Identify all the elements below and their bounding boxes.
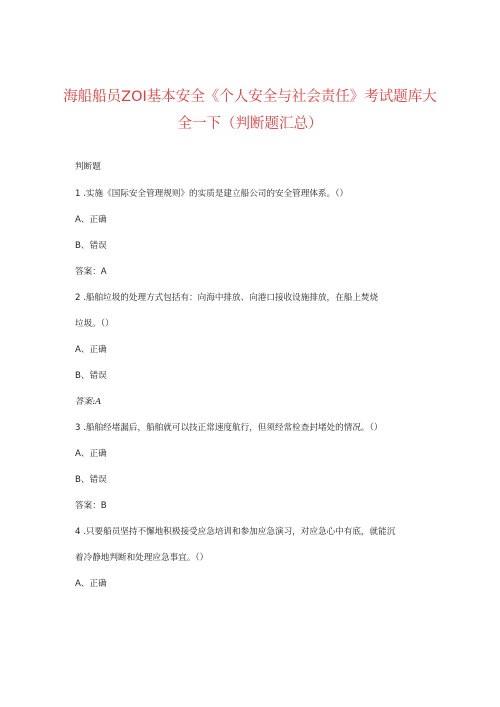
document-title-line-1: 海船船员ZOI基本安全《个人安全与社会责任》考试题库大	[63, 89, 437, 105]
question-4-text-line-1: 4 .只要船员坚持不懈地积极接受应急培训和参加应急演习，对应急心中有底，就能沉	[75, 527, 396, 537]
question-3-option-b: B、错误	[75, 475, 107, 485]
question-2-text-line-2: 垃圾。（）	[75, 319, 114, 329]
question-2-text-line-1: 2 .船舶垃圾的处理方式包括有：向海中排放、向港口接收设施排放，在船上焚烧	[75, 293, 379, 303]
document-title-line-2: 全一下（判断题汇总）	[177, 116, 323, 132]
question-2-option-a: A、正确	[75, 345, 107, 355]
question-3-option-a: A、正确	[75, 449, 107, 459]
section-heading: 判断题	[75, 162, 101, 172]
question-2-answer: 答案:A	[75, 397, 102, 407]
question-4-text-line-2: 着冷静地判断和处理应急事宜。（）	[75, 553, 209, 563]
question-3-answer: 答案：B	[75, 501, 107, 511]
question-1-text: 1 .实施《国际安全管理规则》的实质是建立船公司的安全管理体系。（）	[75, 189, 349, 199]
question-1-option-b: B、错误	[75, 241, 107, 251]
question-1-option-a: A、正确	[75, 215, 107, 225]
question-1-answer: 答案：A	[75, 267, 107, 277]
question-3-text: 3 .船舶经堵漏后，船舶就可以技正常速度航行，但须经常检查封堵处的情况。（）	[75, 423, 383, 433]
question-4-option-a: A、正确	[75, 579, 107, 589]
question-2-option-b: B、错误	[75, 371, 107, 381]
